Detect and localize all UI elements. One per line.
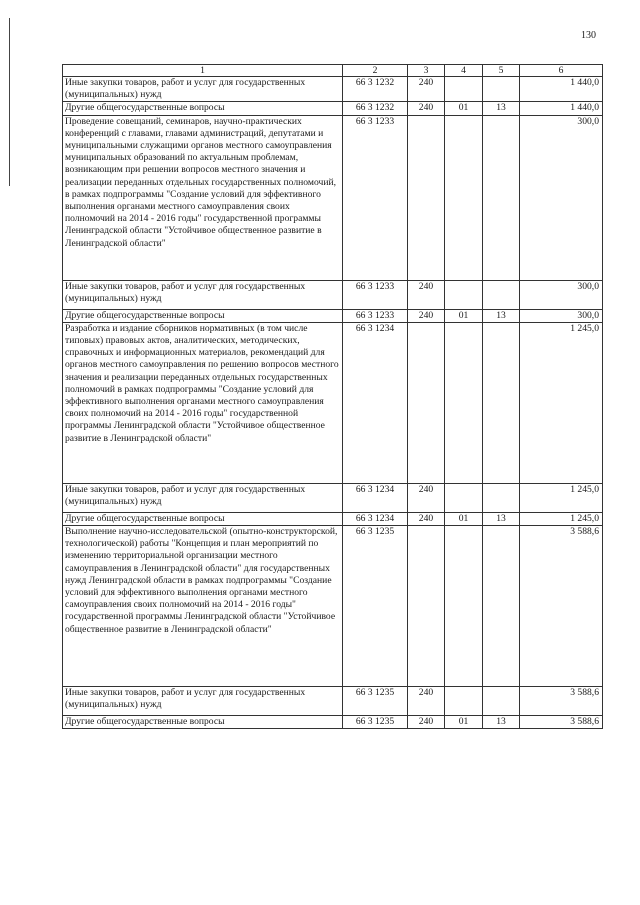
column-header: 3 (408, 65, 445, 77)
row-description: Иные закупки товаров, работ и услуг для государственных (муниципальных) нужд (63, 280, 343, 309)
row-description: Выполнение научно-исследовательской (опытно-конструкторской, технологической) работы "Концепция и план мероприятий по изменению территориальной организации местного самоуправления в Ленинградской области" для государственных нужд Ленинградской области в рамках подпрограммы "Создание условий для эффективного выполнения органами местного самоуправления своих полномочий на 2014 - 2016 годы" государственной программы Ленинградской области "Устойчивое общественное развитие в Ленинградской области" (63, 526, 343, 687)
row-description: Разработка и издание сборников нормативных (в том числе типовых) правовых актов, аналитических, методических, справочных и информационных материалов, рекомендаций для органов местного самоуправления по решению вопросов местного значения и реализации переданных отдельных государственных полномочий в рамках подпрограммы "Создание условий для эффективного выполнения органами местного самоуправления своих полномочий на 2014 - 2016 годы" государственной программы Ленинградской области "Устойчивое общественное развитие в Ленинградской области" (63, 322, 343, 483)
row-code: 66 3 1233 (343, 280, 408, 309)
row-code: 66 3 1234 (343, 322, 408, 483)
row-subsection (483, 77, 520, 102)
row-section (445, 280, 483, 309)
row-expense-type: 240 (408, 483, 445, 512)
row-amount: 3 588,6 (520, 716, 603, 729)
row-amount: 1 245,0 (520, 512, 603, 525)
row-section: 01 (445, 512, 483, 525)
table-row (63, 512, 603, 525)
table-row (63, 526, 603, 687)
row-code: 66 3 1235 (343, 526, 408, 687)
column-header: 4 (445, 65, 483, 77)
row-expense-type: 240 (408, 687, 445, 716)
row-code: 66 3 1232 (343, 102, 408, 115)
column-header: 6 (520, 65, 603, 77)
budget-table (62, 64, 603, 729)
table-row (63, 280, 603, 309)
row-description: Иные закупки товаров, работ и услуг для государственных (муниципальных) нужд (63, 77, 343, 102)
row-expense-type: 240 (408, 309, 445, 322)
table-header-row (63, 65, 603, 77)
row-expense-type: 240 (408, 102, 445, 115)
row-subsection (483, 322, 520, 483)
table-row (63, 77, 603, 102)
table-row (63, 322, 603, 483)
row-expense-type: 240 (408, 280, 445, 309)
row-amount: 1 440,0 (520, 102, 603, 115)
row-section (445, 322, 483, 483)
row-amount: 1 440,0 (520, 77, 603, 102)
table-row (63, 115, 603, 280)
row-expense-type (408, 322, 445, 483)
column-header: 1 (63, 65, 343, 77)
row-amount: 1 245,0 (520, 483, 603, 512)
row-subsection (483, 687, 520, 716)
column-header: 2 (343, 65, 408, 77)
row-amount: 1 245,0 (520, 322, 603, 483)
row-section (445, 687, 483, 716)
row-description: Другие общегосударственные вопросы (63, 102, 343, 115)
row-description: Другие общегосударственные вопросы (63, 716, 343, 729)
column-header: 5 (483, 65, 520, 77)
margin-line (9, 18, 10, 186)
row-section (445, 526, 483, 687)
row-section (445, 483, 483, 512)
row-subsection (483, 115, 520, 280)
row-code: 66 3 1232 (343, 77, 408, 102)
table-row (63, 309, 603, 322)
row-code: 66 3 1233 (343, 309, 408, 322)
row-expense-type: 240 (408, 512, 445, 525)
row-subsection: 13 (483, 716, 520, 729)
table-row (63, 687, 603, 716)
row-amount: 300,0 (520, 115, 603, 280)
row-expense-type (408, 115, 445, 280)
row-description: Иные закупки товаров, работ и услуг для государственных (муниципальных) нужд (63, 483, 343, 512)
row-code: 66 3 1234 (343, 483, 408, 512)
budget-table-container (62, 64, 602, 729)
row-expense-type: 240 (408, 77, 445, 102)
row-amount: 3 588,6 (520, 526, 603, 687)
row-expense-type (408, 526, 445, 687)
row-section: 01 (445, 102, 483, 115)
row-subsection: 13 (483, 512, 520, 525)
row-subsection: 13 (483, 309, 520, 322)
row-amount: 300,0 (520, 309, 603, 322)
row-description: Проведение совещаний, семинаров, научно-практических конференций с главами, главами администраций, депутатами и муниципальными служащими органов местного самоуправления муниципальных образований по актуальным проблемам, возникающим при решении вопросов местного значения и реализации переданных отдельных государственных полномочий, в рамках подпрограммы "Создание условий для эффективного выполнения органами местного самоуправления своих полномочий на 2014 - 2016 годы" государственной программы Ленинградской области "Устойчивое общественное развитие в Ленинградской области" (63, 115, 343, 280)
row-code: 66 3 1235 (343, 716, 408, 729)
row-description: Иные закупки товаров, работ и услуг для государственных (муниципальных) нужд (63, 687, 343, 716)
row-description: Другие общегосударственные вопросы (63, 309, 343, 322)
row-code: 66 3 1233 (343, 115, 408, 280)
table-row (63, 483, 603, 512)
row-subsection (483, 483, 520, 512)
row-amount: 300,0 (520, 280, 603, 309)
row-subsection: 13 (483, 102, 520, 115)
row-subsection (483, 280, 520, 309)
table-row (63, 716, 603, 729)
row-section (445, 115, 483, 280)
row-amount: 3 588,6 (520, 687, 603, 716)
row-section: 01 (445, 309, 483, 322)
row-description: Другие общегосударственные вопросы (63, 512, 343, 525)
table-row (63, 102, 603, 115)
row-code: 66 3 1234 (343, 512, 408, 525)
row-expense-type: 240 (408, 716, 445, 729)
row-section: 01 (445, 716, 483, 729)
row-code: 66 3 1235 (343, 687, 408, 716)
row-subsection (483, 526, 520, 687)
page-number: 130 (581, 30, 596, 41)
row-section (445, 77, 483, 102)
